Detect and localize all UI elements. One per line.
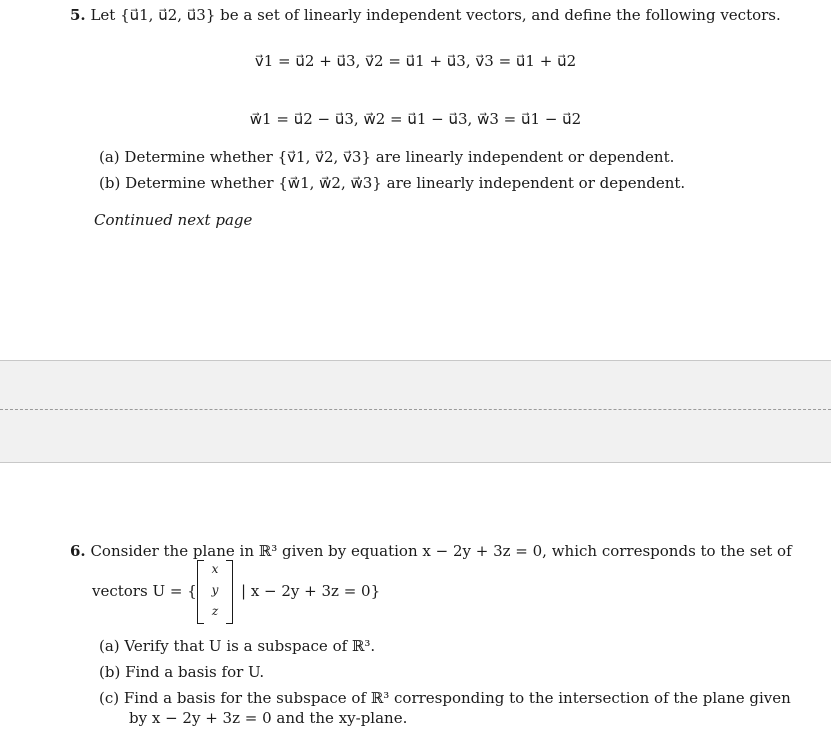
q5-part-b: (b) Determine whether {w⃗1, w⃗2, w⃗3} are linearly independent or dependent. — [99, 174, 686, 192]
q5-equation-w: w⃗1 = u⃗2 − u⃗3, w⃗2 = u⃗1 − u⃗3, w⃗3 = u⃗1 − u⃗2 — [249, 110, 582, 128]
q6-intro — [70, 542, 792, 560]
q5-part-a: (a) Determine whether {v⃗1, v⃗2, v⃗3} are linearly independent or dependent. — [99, 148, 675, 166]
q6-intro-text: Consider the plane in ℝ³ given by equation x − 2y + 3z = 0, which corresponds to the set of — [90, 542, 792, 560]
matrix-entry-y: y — [211, 583, 219, 597]
page-break-dashed-line — [0, 409, 831, 410]
q5-intro-text: Let {u⃗1, u⃗2, u⃗3} be a set of linearly independent vectors, and define the following vectors. — [90, 6, 781, 24]
page-break — [0, 360, 831, 463]
q5-number: 5. — [70, 6, 86, 24]
q6-part-a: (a) Verify that U is a subspace of ℝ³. — [99, 637, 376, 655]
q5-intro — [70, 6, 781, 24]
matrix-entry-x: x — [211, 562, 219, 576]
continued-note: Continued next page — [94, 211, 253, 229]
q6-part-b: (b) Find a basis for U. — [99, 663, 265, 681]
q5-equation-v: v⃗1 = u⃗2 + u⃗3, v⃗2 = u⃗1 + u⃗3, v⃗3 = u⃗1 + u⃗2 — [254, 52, 577, 70]
xyz-column-vector — [197, 560, 233, 622]
q6-set-prefix: vectors U = { — [92, 582, 197, 600]
matrix-entry-z: z — [211, 604, 219, 618]
q6-set-suffix: | x − 2y + 3z = 0} — [241, 582, 381, 600]
q6-number: 6. — [70, 542, 86, 560]
q6-part-c-line1: (c) Find a basis for the subspace of ℝ³ corresponding to the intersection of the plane given — [99, 689, 791, 707]
q6-part-c-line2: by x − 2y + 3z = 0 and the xy-plane. — [129, 709, 408, 727]
